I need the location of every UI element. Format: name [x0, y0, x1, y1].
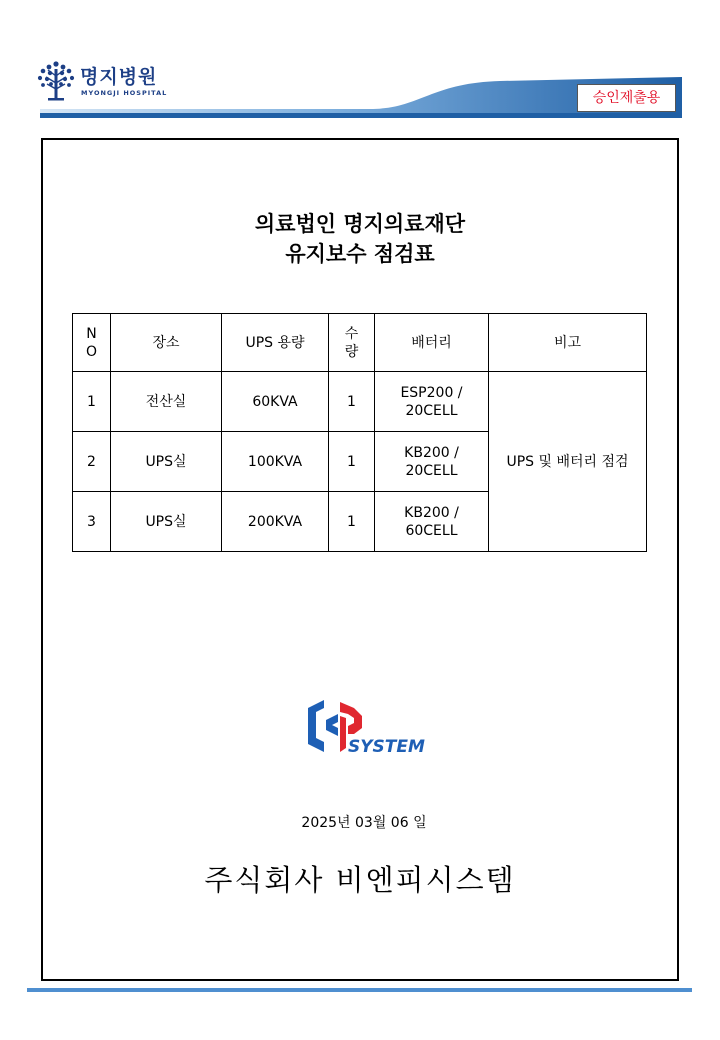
inspection-table	[72, 313, 647, 552]
cell-battery: ESP200 / 20CELL	[375, 372, 489, 432]
bnp-system-logo	[304, 698, 434, 758]
cell-no: 3	[73, 492, 111, 552]
header-location: 장소	[111, 314, 222, 372]
cell-battery: KB200 / 60CELL	[375, 492, 489, 552]
header-quantity: 수 량	[329, 314, 375, 372]
cell-battery: KB200 / 20CELL	[375, 432, 489, 492]
company-name: 주식회사 비엔피시스템	[204, 863, 516, 897]
header-no: N O	[73, 314, 111, 372]
footer-line	[27, 988, 692, 992]
cell-remarks: UPS 및 배터리 점검	[489, 372, 647, 552]
table-row	[73, 372, 647, 432]
cell-capacity: 60KVA	[222, 372, 329, 432]
cell-location: UPS실	[111, 492, 222, 552]
document-date: 2025년 03월 06 일	[301, 815, 427, 831]
cell-capacity: 100KVA	[222, 432, 329, 492]
cell-capacity: 200KVA	[222, 492, 329, 552]
hospital-name: 명지병원	[80, 66, 158, 88]
cell-no: 1	[73, 372, 111, 432]
cell-quantity: 1	[329, 372, 375, 432]
header-battery: 배터리	[375, 314, 489, 372]
page-header	[0, 0, 720, 125]
cell-location: UPS실	[111, 432, 222, 492]
approval-badge: 승인제출용	[577, 84, 676, 112]
cell-quantity: 1	[329, 432, 375, 492]
cell-quantity: 1	[329, 492, 375, 552]
table-header-row	[73, 314, 647, 372]
cell-location: 전산실	[111, 372, 222, 432]
header-remarks: 비고	[489, 314, 647, 372]
header-ups-capacity: UPS 용량	[222, 314, 329, 372]
document-title-line2: 유지보수 점검표	[285, 242, 435, 266]
document-title-line1: 의료법인 명지의료재단	[254, 212, 466, 236]
cell-no: 2	[73, 432, 111, 492]
logo-text: SYSTEM	[348, 737, 425, 757]
hospital-name-en: MYONGJI HOSPITAL	[81, 89, 168, 97]
